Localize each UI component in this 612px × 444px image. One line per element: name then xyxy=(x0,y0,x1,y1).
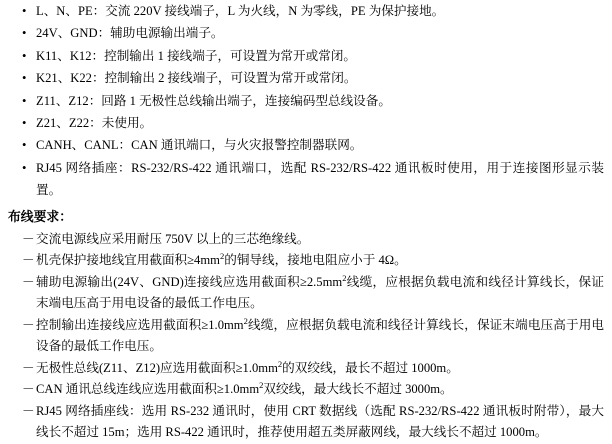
text-run: 的铜导线，接地电阻应小于 4Ω。 xyxy=(224,253,407,268)
superscript-text: 2 xyxy=(243,315,248,326)
text-run: 线缆，应根据负载电流和线径计算线长，保证末端电压高于用电设备的最低工作电压。 xyxy=(36,274,605,311)
list-item-text xyxy=(36,404,604,440)
list-item xyxy=(8,401,604,444)
list-item-text: RJ45 网络插座：RS-232/RS-422 通讯端口，选配 RS-232/RS-422 通讯板时使用，用于连接图形显示装置。 xyxy=(36,160,604,198)
list-item-text xyxy=(36,272,605,311)
list-item-text: K11、K12：控制输出 1 接线端子，可设置为常开或常闭。 xyxy=(36,48,356,63)
bullet-marker-icon: • xyxy=(22,138,27,153)
list-item-text xyxy=(36,250,407,268)
bullet-marker-icon: • xyxy=(22,116,27,131)
text-run: 交流电源线应采用耐压 750V 以上的三芯绝缘线。 xyxy=(36,231,310,246)
list-item-text: Z11、Z12：回路 1 无极性总线输出端子，连接编码型总线设备。 xyxy=(36,93,391,108)
dash-marker-icon: － xyxy=(22,360,35,375)
text-run: RJ45 网络插座线：选用 RS-232 通讯时，使用 CRT 数据线（选配 RS-232/RS-422 通讯板时附带），最大线长不超过 15m；选用 RS-422 通讯时，推荐使用超五类屏蔽网线，最大线长不超过 1000m。 xyxy=(36,403,604,440)
text-run: 无极性总线(Z11、Z12)应选用截面积≥1.0mm xyxy=(36,360,278,375)
bullet-marker-icon: • xyxy=(22,26,27,41)
text-run: CAN 通讯总线连线应选用截面积≥1.0mm xyxy=(36,382,260,397)
list-item-text xyxy=(36,379,453,397)
list-item-text xyxy=(36,232,309,246)
list-item-text: 24V、GND：辅助电源输出端子。 xyxy=(36,26,224,41)
bullet-marker-icon: • xyxy=(22,93,27,108)
dash-marker-icon: － xyxy=(22,231,35,246)
list-item xyxy=(8,0,604,22)
dash-marker-icon: － xyxy=(22,382,35,397)
terminal-definitions-list xyxy=(0,0,612,202)
list-item-text xyxy=(36,358,459,375)
list-item-text: Z21、Z22：未使用。 xyxy=(36,116,153,131)
wiring-requirements-list xyxy=(0,229,612,444)
wiring-requirements-heading: 布线要求： xyxy=(8,209,72,224)
bullet-marker-icon: • xyxy=(22,71,27,86)
text-run: 控制输出连接线应选用截面积≥1.0mm xyxy=(36,317,244,332)
list-item xyxy=(8,134,604,156)
dash-marker-icon: － xyxy=(22,253,35,268)
text-run: 辅助电源输出(24V、GND)连接线应选用截面积≥2.5mm xyxy=(36,274,343,289)
list-item xyxy=(8,250,604,272)
list-item xyxy=(8,358,604,380)
dash-marker-icon: － xyxy=(22,317,35,332)
list-item xyxy=(8,22,604,44)
list-item xyxy=(8,379,604,401)
list-item xyxy=(8,157,604,202)
text-run: 的双绞线，最长不超过 1000m。 xyxy=(282,360,459,375)
list-item xyxy=(8,112,604,134)
text-run: 机壳保护接地线宜用截面积≥4mm xyxy=(36,253,220,268)
superscript-text: 2 xyxy=(342,272,347,283)
bullet-marker-icon: • xyxy=(22,160,27,175)
text-run: 线缆，应根据负载电流和线径计算线长，保证末端电压高于用电设备的最低工作电压。 xyxy=(36,317,604,354)
text-run: 双绞线，最大线长不超过 3000m。 xyxy=(263,382,453,397)
list-item-text: L、N、PE：交流 220V 接线端子，L 为火线，N 为零线，PE 为保护接地。 xyxy=(36,4,445,18)
list-item xyxy=(8,272,604,315)
dash-marker-icon: － xyxy=(22,274,35,289)
superscript-text: 2 xyxy=(259,379,264,390)
list-item xyxy=(8,67,604,89)
bullet-marker-icon: • xyxy=(22,4,27,18)
list-item xyxy=(8,90,604,112)
bullet-marker-icon: • xyxy=(22,48,27,63)
list-item-text: CANH、CANL：CAN 通讯端口，与火灾报警控制器联网。 xyxy=(36,138,363,153)
list-item xyxy=(8,45,604,67)
dash-marker-icon: － xyxy=(22,403,35,418)
list-item xyxy=(8,315,604,358)
superscript-text: 2 xyxy=(277,358,283,369)
list-item-text xyxy=(36,315,604,354)
superscript-text: 2 xyxy=(219,250,225,261)
list-item xyxy=(8,229,604,251)
list-item-text: K21、K22：控制输出 2 接线端子，可设置为常开或常闭。 xyxy=(36,71,357,86)
